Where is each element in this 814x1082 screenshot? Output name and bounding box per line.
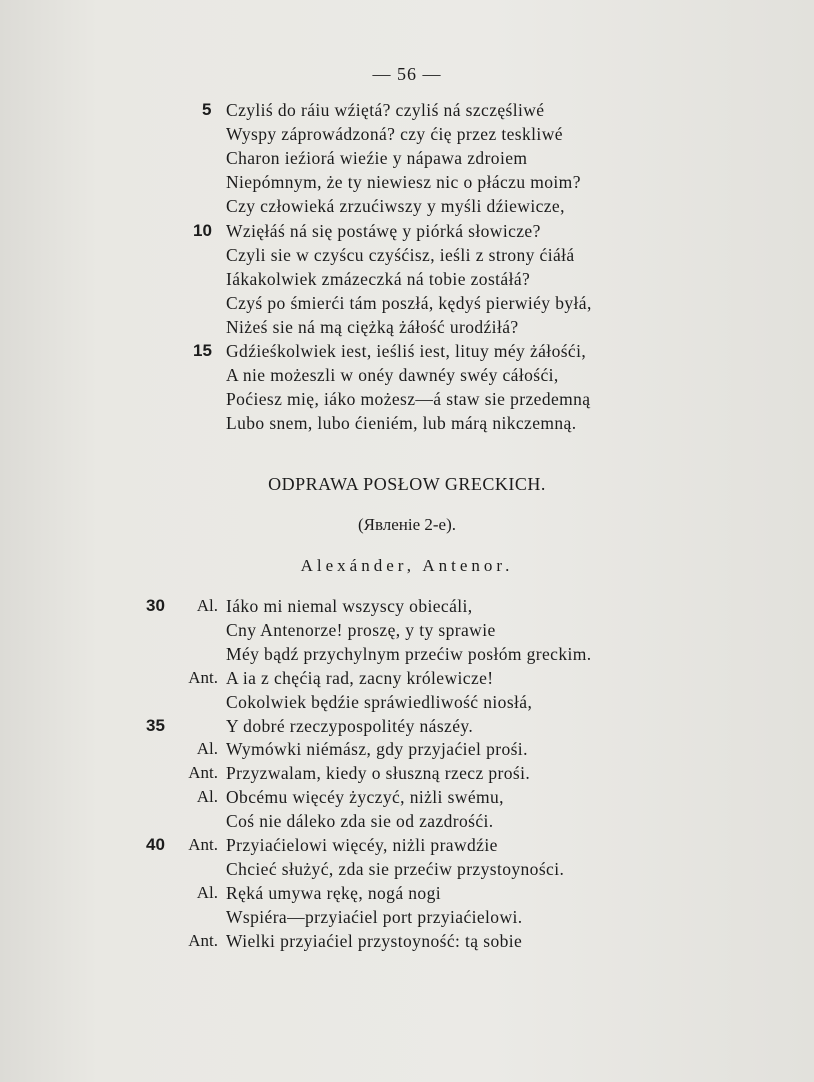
- speaker-label: Ant.: [188, 930, 218, 950]
- speaker-label: Ant.: [188, 667, 218, 687]
- poem-line: Czyś po śmierći tám poszłá, kędyś pierwiéy byłá,: [226, 292, 592, 313]
- poem-line: Niepómnym, że ty niewiesz nic o płáczu moim?: [226, 172, 581, 193]
- section-subheading: (Явленіе 2-е).: [357, 515, 457, 534]
- dialogue-line: Wspiéra—przyiaćiel port przyiaćielowi.: [226, 906, 523, 927]
- dialogue-line: A ia z chęćią rad, zacny królewicze!: [226, 667, 494, 688]
- poem-line: Gdźieśkolwiek iest, ieśliś iest, lituy méy żáłośći,: [226, 341, 587, 361]
- poem-line: Czy człowieká zrzućiwszy y myśli dźiewicze,: [226, 196, 565, 217]
- dialogue-line: Wymówki niémász, gdy przyjaćiel prośi.: [226, 739, 528, 760]
- line-number: 10: [193, 220, 212, 240]
- poem-line: Iákakolwiek zmázeczká ná tobie zostáłá?: [226, 268, 531, 289]
- speaker-label: Al.: [196, 882, 218, 902]
- dialogue-line: Obcému więcéy życzyć, niżli swému,: [226, 787, 504, 808]
- dialogue-line: Coś nie dáleko zda sie od zazdrośći.: [226, 811, 494, 832]
- dialogue-line: Iáko mi niemal wszyscy obiecáli,: [226, 596, 473, 616]
- dialogue-line: Cny Antenorze! proszę, y ty sprawie: [226, 619, 496, 640]
- speaker-label: Ant.: [188, 763, 218, 783]
- speaker-label: Al.: [196, 596, 218, 615]
- line-number: 5: [202, 100, 212, 119]
- poem-line: Charon ieźiorá wieźie y nápawa zdroiem: [226, 148, 528, 169]
- speaker-label: Ant.: [188, 835, 218, 854]
- dialogue-line: Y dobré rzeczypospolitéy nászéy.: [226, 715, 474, 736]
- poem-line: Niżeś sie ná mą ciężką żáłość urodźiłá?: [226, 316, 519, 337]
- dialogue-line: Przyiaćielowi więcéy, niżli prawdźie: [226, 835, 498, 855]
- dialogue-line: Wielki przyiaćiel przystoyność: tą sobie: [226, 930, 523, 951]
- poem-line: Wzięłáś ná się postáwę y piórká słowicze?: [226, 220, 541, 241]
- section-heading: ODPRAWA POSŁOW GRECKICH.: [268, 474, 546, 494]
- poem-line: Czyliś do ráiu wźiętá? czyliś ná szczęśliwé: [226, 100, 545, 120]
- character-list: Alexánder, Antenor.: [300, 556, 514, 575]
- dialogue-line: Méy bądź przychylnym przećiw posłóm greckim.: [226, 643, 592, 664]
- poem-line: Wyspy záprowádzoná? czy ćię przez teskliwé: [226, 124, 563, 145]
- poem-line: Czyli sie w czyścu czyśćisz, ieśli z strony ćiáłá: [226, 244, 575, 265]
- poem-line: Lubo snem, lubo ćieniém, lub márą nikczemną.: [226, 413, 577, 434]
- dialogue-line: Chcieć służyć, zda sie przećiw przystoyności.: [226, 858, 565, 879]
- speaker-label: Al.: [196, 787, 218, 807]
- poem-line: Poćiesz mię, iáko możesz—á staw sie przedemną: [226, 389, 591, 410]
- line-number: 40: [146, 835, 165, 854]
- dialogue-line: Ręká umywa rękę, nogá nogi: [226, 882, 441, 903]
- page-number: — 56 —: [372, 64, 442, 84]
- dialogue-line: Cokolwiek będźie spráwiedliwość niosłá,: [226, 691, 533, 712]
- poem-line: A nie możeszli w onéy dawnéy swéy cáłośći,: [226, 365, 559, 386]
- line-number: 35: [146, 715, 165, 735]
- line-number: 30: [146, 596, 165, 615]
- dialogue-line: Przyzwalam, kiedy o słuszną rzecz prośi.: [226, 763, 531, 784]
- speaker-label: Al.: [196, 739, 218, 759]
- line-number: 15: [193, 341, 212, 360]
